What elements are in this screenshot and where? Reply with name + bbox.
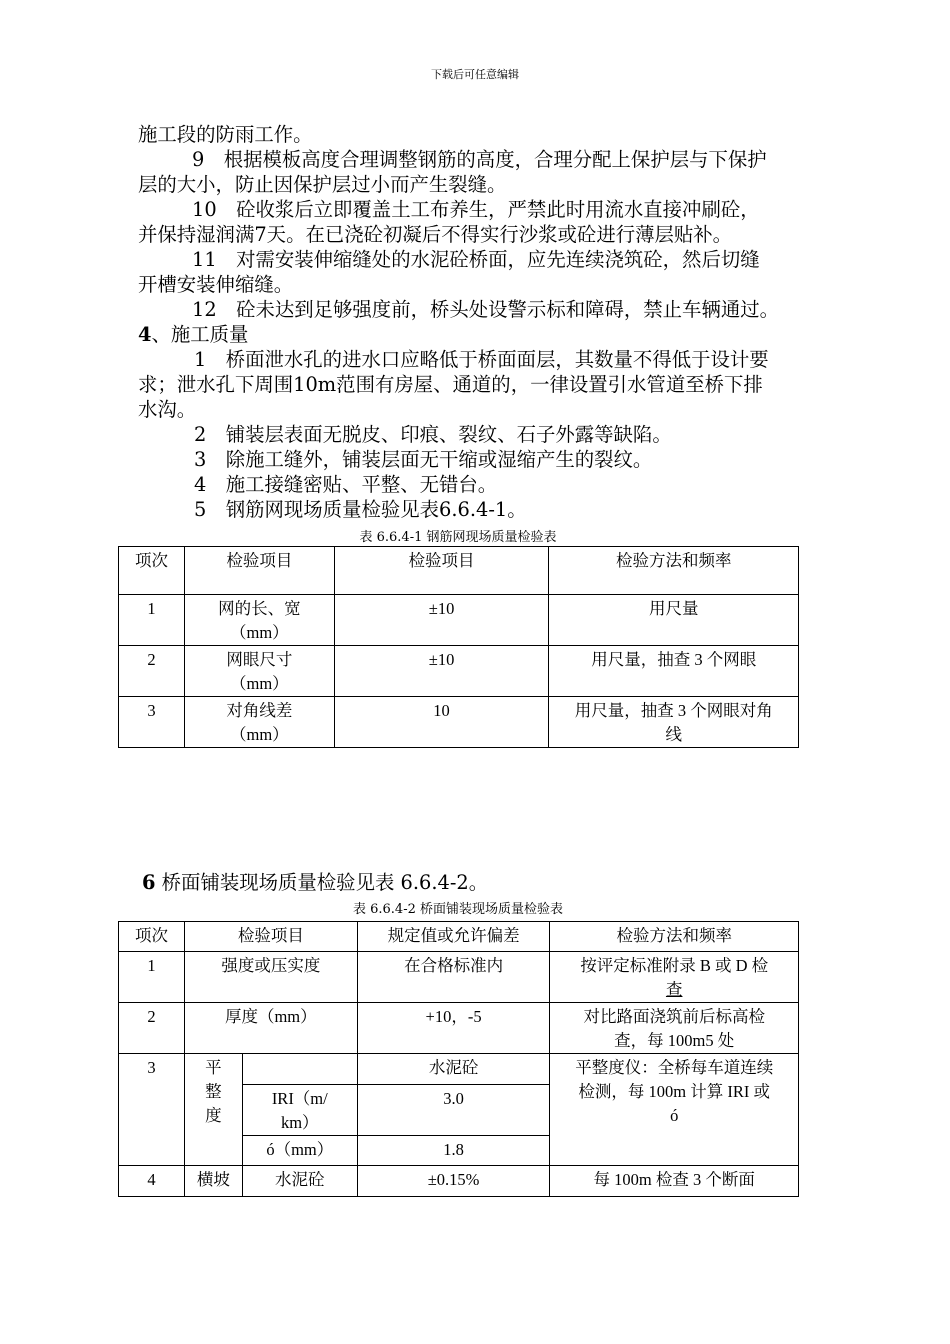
table-row	[119, 1003, 799, 1054]
table-cell: 3	[119, 1054, 185, 1166]
table-header-cell: 项次	[119, 547, 185, 595]
paragraph-line: 2 铺装层表面无脱皮、印痕、裂纹、石子外露等缺陷。	[194, 423, 672, 446]
table-header-cell: 检验项目	[184, 922, 357, 952]
table-cell: 水泥砼	[357, 1054, 550, 1085]
table-cell: IRI（m/ km）	[242, 1085, 357, 1136]
section-6-heading: 6 桥面铺装现场质量检验见表 6.6.4-2。	[142, 871, 489, 894]
rebar-mesh-table	[118, 546, 799, 748]
table-cell: 对角线差 （mm）	[184, 697, 334, 748]
table-cell: 3.0	[357, 1085, 550, 1136]
section-4-heading: 4、施工质量	[138, 323, 249, 346]
page-header: 下载后可任意编辑	[431, 68, 519, 81]
table-cell: 对比路面浇筑前后标高检 查，每 100m5 处	[550, 1003, 799, 1054]
table-cell: 平 整 度	[184, 1054, 242, 1166]
table2-caption: 表 6.6.4-2 桥面铺装现场质量检验表	[352, 902, 563, 917]
table-cell: 网的长、宽 （mm）	[184, 595, 334, 646]
table-cell: 平整度仪：全桥每车道连续 检测，每 100m 计算 IRI 或 ó	[550, 1054, 799, 1166]
table-cell: 2	[119, 646, 185, 697]
table-header-cell: 检验方法和频率	[549, 547, 799, 595]
table-row	[119, 595, 799, 646]
table-header-cell: 检验项目	[184, 547, 334, 595]
table-cell: 厚度（mm）	[184, 1003, 357, 1054]
paragraph-line: 11 对需安装伸缩缝处的水泥砼桥面，应先连续浇筑砼，然后切缝	[192, 248, 760, 271]
paragraph-line: 12 砼未达到足够强度前，桥头处设警示标和障碍，禁止车辆通过。	[192, 298, 780, 321]
table-cell: 网眼尺寸 （mm）	[184, 646, 334, 697]
table-cell: 在合格标准内	[357, 952, 550, 1003]
deck-paving-table	[118, 921, 799, 1197]
paragraph-line: 5 钢筋网现场质量检验见表6.6.4-1。	[194, 498, 527, 521]
table-row	[119, 547, 799, 595]
table-header-cell: 检验方法和频率	[550, 922, 799, 952]
table-row	[119, 646, 799, 697]
table-cell: 横坡	[184, 1166, 242, 1197]
paragraph-line: 并保持湿润满7天。在已浇砼初凝后不得实行沙浆或砼进行薄层贴补。	[138, 223, 733, 246]
table-cell: +10，-5	[357, 1003, 550, 1054]
body-text	[138, 122, 860, 522]
paragraph-line: 1 桥面泄水孔的进水口应略低于桥面面层，其数量不得低于设计要	[194, 348, 769, 371]
table-cell: 按评定标准附录 B 或 D 检 查	[550, 952, 799, 1003]
table-cell: ±10	[334, 595, 549, 646]
table-cell: ±10	[334, 646, 549, 697]
table-row	[119, 1054, 799, 1085]
paragraph-line: 层的大小，防止因保护层过小而产生裂缝。	[138, 173, 507, 196]
paragraph-line: 9 根据模板高度合理调整钢筋的高度，合理分配上保护层与下保护	[192, 148, 767, 171]
table-cell: 1	[119, 595, 185, 646]
paragraph-line: 水沟。	[138, 398, 197, 421]
table-cell: 用尺量，抽查 3 个网眼对角 线	[549, 697, 799, 748]
table-header-cell: 规定值或允许偏差	[357, 922, 550, 952]
table-cell: 10	[334, 697, 549, 748]
paragraph-line: 4 施工接缝密贴、平整、无错台。	[194, 473, 498, 496]
table-row	[119, 1166, 799, 1197]
table-row	[119, 697, 799, 748]
table-cell: 强度或压实度	[184, 952, 357, 1003]
table1-caption: 表 6.6.4-1 钢筋网现场质量检验表	[359, 530, 557, 545]
paragraph-line: 求；泄水孔下周围10m范围有房屋、通道的，一律设置引水管道至桥下排	[138, 373, 763, 396]
table-cell: ó（mm）	[242, 1136, 357, 1166]
table-cell: 3	[119, 697, 185, 748]
table-cell: 4	[119, 1166, 185, 1197]
table-cell: 2	[119, 1003, 185, 1054]
paragraph-line: 施工段的防雨工作。	[138, 123, 313, 146]
table-cell: 1	[119, 952, 185, 1003]
paragraph-line: 3 除施工缝外，铺装层面无干缩或湿缩产生的裂纹。	[194, 448, 653, 471]
table-cell: 用尺量，抽查 3 个网眼	[549, 646, 799, 697]
table-row	[119, 922, 799, 952]
table-cell: 水泥砼	[242, 1166, 357, 1197]
table-cell: 1.8	[357, 1136, 550, 1166]
table-header-cell: 检验项目	[334, 547, 549, 595]
table-cell: 每 100m 检查 3 个断面	[550, 1166, 799, 1197]
paragraph-line: 开槽安装伸缩缝。	[138, 273, 294, 296]
table-row	[119, 952, 799, 1003]
table-header-cell: 项次	[119, 922, 185, 952]
table-cell: 用尺量	[549, 595, 799, 646]
table-cell: ±0.15%	[357, 1166, 550, 1197]
paragraph-line: 10 砼收浆后立即覆盖土工布养生，严禁此时用流水直接冲刷砼，	[192, 198, 760, 221]
table-cell	[242, 1054, 357, 1085]
